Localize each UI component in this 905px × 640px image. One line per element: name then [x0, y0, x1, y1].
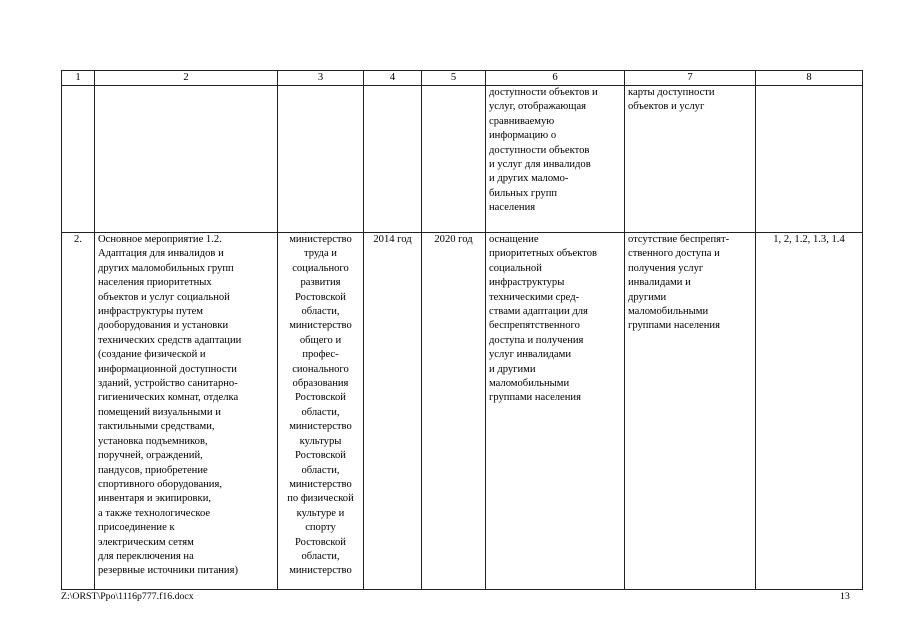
text-line: спортивного оборудования, — [98, 478, 222, 490]
text-line: оснащение — [489, 234, 539, 245]
text-line: культуры — [299, 435, 342, 447]
activity-name-cell — [95, 233, 278, 590]
text-line: министерство — [289, 320, 352, 332]
text-line: технических средств адаптации — [98, 334, 242, 346]
text-line: (создание физической и — [98, 349, 206, 361]
text-line: инвентаря и экипировки, — [98, 493, 212, 505]
text-line: услуг инвалидами — [489, 349, 571, 361]
text-line: карты доступности — [628, 87, 715, 98]
text-line: инфраструктуры — [489, 277, 565, 289]
table-row — [62, 86, 863, 233]
text-line: и услуг для инвалидов — [489, 159, 591, 171]
text-line: тактильными средствами, — [98, 421, 215, 433]
column-number: 5 — [422, 71, 486, 86]
text-line: общего и — [299, 334, 342, 346]
consequence-cell — [625, 86, 756, 233]
text-line: установка подъемников, — [98, 435, 208, 447]
text-line: отсутствие беспрепят- — [628, 234, 730, 245]
text-line: населения — [489, 202, 536, 214]
table-row — [62, 233, 863, 590]
column-number: 7 — [625, 71, 756, 86]
text-line: по физической — [287, 493, 354, 505]
text-line: получения услуг — [628, 262, 704, 274]
text-line: других маломобильных групп — [98, 262, 234, 274]
text-line: образования — [292, 378, 349, 390]
linked-indicators-cell: 1, 2, 1.2, 1.3, 1.4 — [756, 233, 863, 590]
text-line: для переключения на — [98, 550, 194, 562]
text-line: зданий, устройство санитарно- — [98, 378, 238, 390]
text-line: министерство — [289, 478, 352, 490]
cell-empty — [62, 86, 95, 233]
consequence-cell — [625, 233, 756, 590]
text-line: приоритетных объектов — [489, 248, 597, 260]
end-year-cell: 2020 год — [422, 233, 486, 590]
text-line: дооборудования и установки — [98, 320, 229, 332]
text-line: другими — [628, 291, 667, 303]
text-line: сравниваемую — [489, 115, 555, 127]
header-row — [62, 71, 863, 86]
text-line: доступности объектов и — [489, 87, 598, 98]
column-number: 4 — [364, 71, 422, 86]
start-year-cell: 2014 год — [364, 233, 422, 590]
text-line: присоединение к — [98, 522, 175, 534]
text-line: министерство — [289, 234, 352, 245]
column-number: 8 — [756, 71, 863, 86]
text-line: социальной — [489, 262, 542, 274]
text-line: Ростовской — [295, 392, 346, 404]
text-line: помещений визуальными и — [98, 406, 221, 418]
responsible-executor-cell — [278, 233, 364, 590]
expected-result-cell — [486, 86, 625, 233]
page-number: 13 — [840, 591, 850, 602]
text-line: резервные источники питания) — [98, 565, 239, 577]
text-line: Ростовской — [295, 291, 346, 303]
cell-empty — [422, 86, 486, 233]
program-table — [61, 70, 863, 590]
file-path-footer: Z:\ORST\Ppo\1116p777.f16.docx — [61, 591, 194, 602]
text-line: спорту — [305, 522, 336, 534]
text-line: профес- — [302, 349, 339, 361]
text-line: объектов и услуг социальной — [98, 291, 230, 303]
text-line: объектов и услуг — [628, 101, 705, 113]
text-line: труда и — [304, 248, 337, 260]
text-line: и другими — [489, 363, 536, 375]
text-line: бильных групп — [489, 187, 558, 199]
text-line: области, — [301, 550, 340, 562]
text-line: доступа и получения — [489, 334, 584, 346]
text-line: населения приоритетных — [98, 277, 212, 289]
cell-empty — [756, 86, 863, 233]
text-line: сионального — [292, 363, 349, 375]
text-line: группами населения — [489, 392, 581, 404]
text-line: информацию о — [489, 130, 557, 142]
text-line: Адаптация для инвалидов и — [98, 248, 224, 260]
text-line: министерство — [289, 421, 352, 433]
text-line: а также технологическое — [98, 507, 211, 519]
text-line: социального — [292, 262, 349, 274]
text-line: и других маломо- — [489, 173, 569, 185]
column-number: 3 — [278, 71, 364, 86]
text-line: беспрепятственного — [489, 320, 580, 332]
column-number: 2 — [95, 71, 278, 86]
text-line: информационной доступности — [98, 363, 237, 375]
text-line: гигиенических комнат, отделка — [98, 392, 239, 404]
text-line: техническими сред- — [489, 291, 580, 303]
text-line: пандусов, приобретение — [98, 464, 208, 476]
text-line: поручней, ограждений, — [98, 450, 203, 462]
expected-result-cell — [486, 233, 625, 590]
column-number: 1 — [62, 71, 95, 86]
text-line: инфраструктуры путем — [98, 306, 203, 318]
text-line: инвалидами и — [628, 277, 691, 289]
text-line: министерство — [289, 565, 352, 577]
text-line: Ростовской — [295, 450, 346, 462]
text-line: маломобильными — [489, 378, 570, 390]
text-line: области, — [301, 406, 340, 418]
text-line: электрическим сетям — [98, 536, 194, 548]
cell-empty — [364, 86, 422, 233]
cell-empty — [278, 86, 364, 233]
column-number: 6 — [486, 71, 625, 86]
text-line: Основное мероприятие 1.2. — [98, 234, 222, 245]
row-number-cell: 2. — [62, 233, 95, 590]
text-line: доступности объектов — [489, 144, 590, 156]
text-line: ственного доступа и — [628, 248, 720, 260]
text-line: маломобильными — [628, 306, 709, 318]
cell-empty — [95, 86, 278, 233]
text-line: области, — [301, 464, 340, 476]
text-line: развития — [300, 277, 341, 289]
text-line: культуре и — [296, 507, 345, 519]
text-line: группами населения — [628, 320, 720, 332]
text-line: Ростовской — [295, 536, 346, 548]
text-line: услуг, отображающая — [489, 101, 587, 113]
text-line: области, — [301, 306, 340, 318]
text-line: ствами адаптации для — [489, 306, 588, 318]
